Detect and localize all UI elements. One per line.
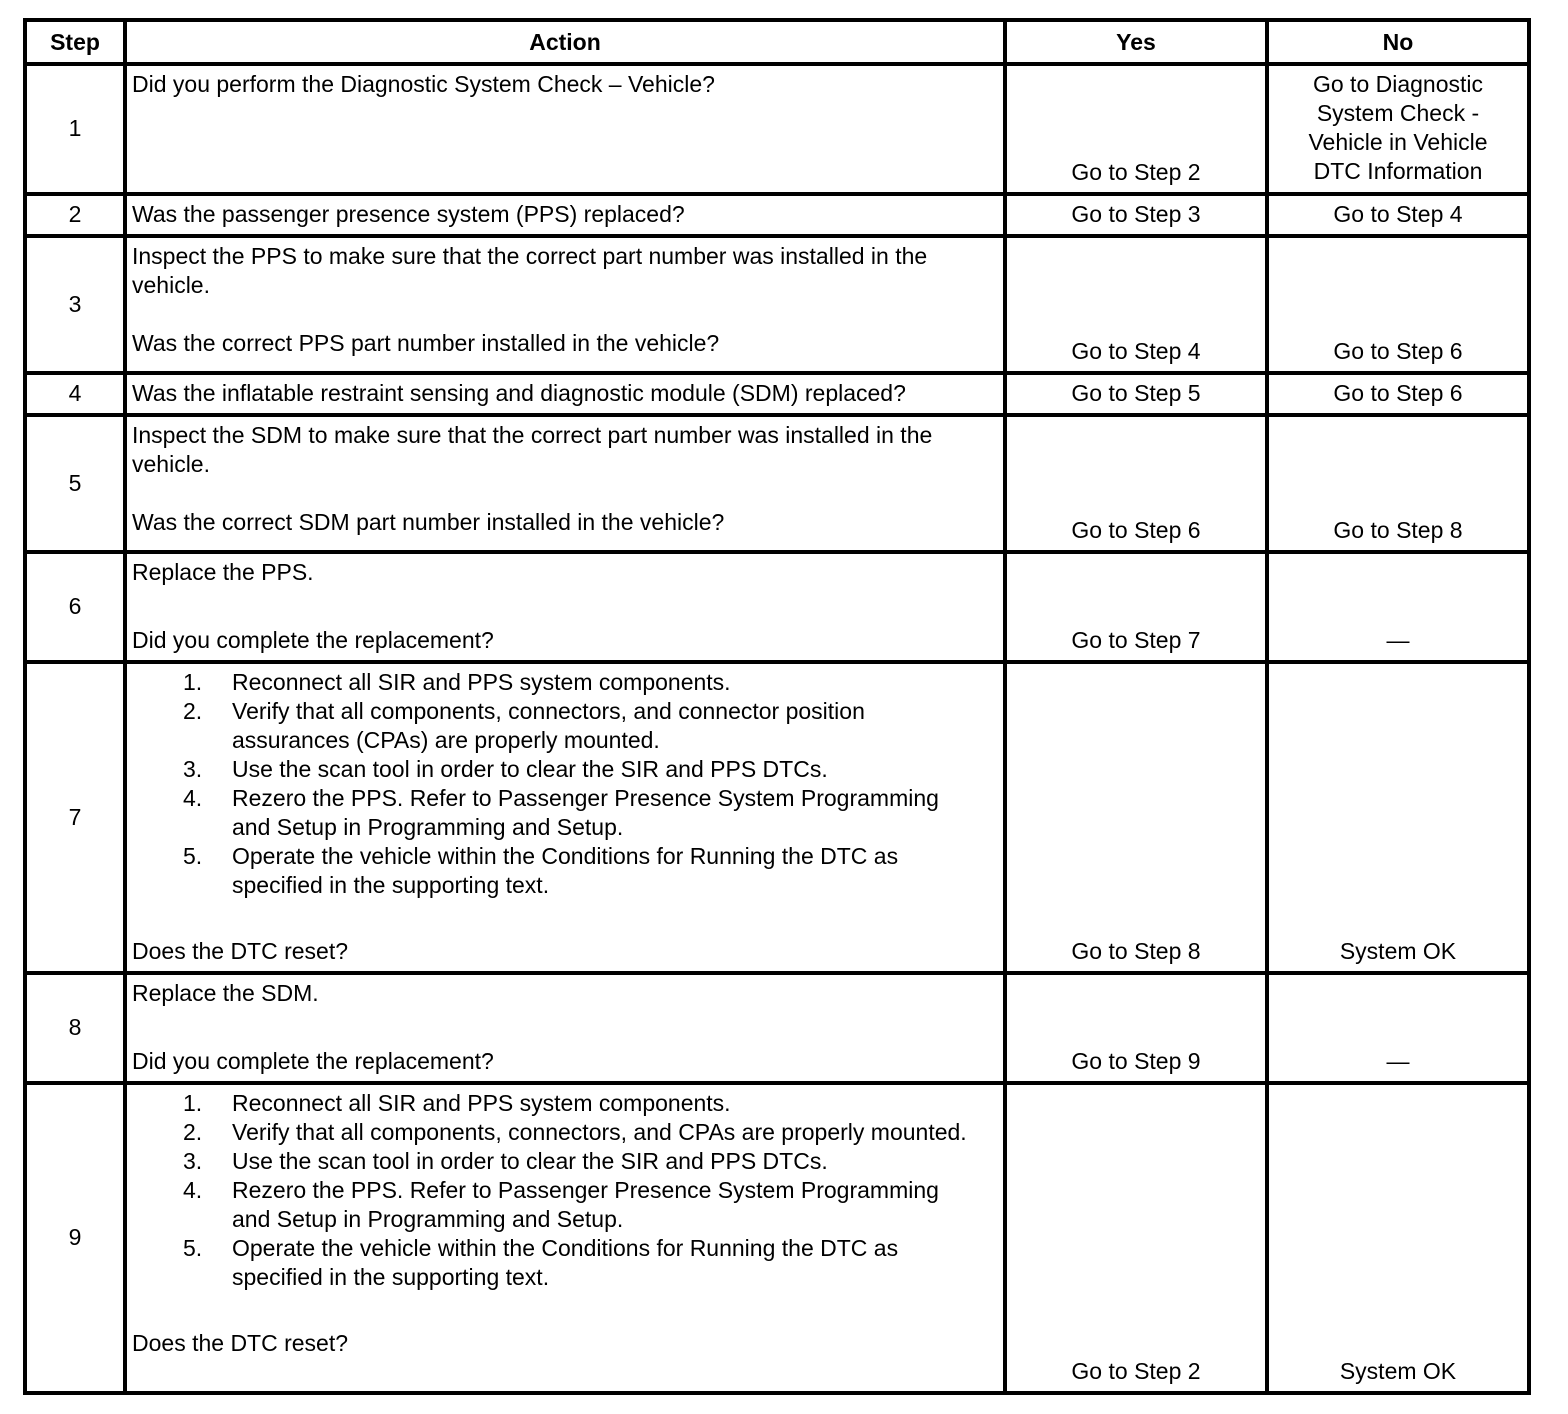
table-row (25, 1083, 1529, 1393)
step-number: 5 (25, 415, 125, 552)
no-cell: Go to Step 6 (1267, 373, 1529, 415)
yes-cell: Go to Step 4 (1005, 236, 1267, 373)
header-action: Action (125, 20, 1005, 64)
action-text: Was the inflatable restraint sensing and diagnostic module (SDM) replaced? (132, 380, 906, 406)
action-cell (125, 415, 1005, 552)
yes-cell: Go to Step 2 (1005, 64, 1267, 194)
list-text: Rezero the PPS. Refer to Passenger Presence System Programming and Setup in Programming and Setup. (232, 785, 939, 840)
table-row (25, 552, 1529, 662)
table-row (25, 64, 1529, 194)
list-number: 4. (183, 785, 203, 811)
action-cell (125, 552, 1005, 662)
action-text: Inspect the PPS to make sure that the correct part number was installed in the vehicle. (132, 243, 928, 298)
no-cell: Go to Step 6 (1267, 236, 1529, 373)
list-item (132, 1118, 998, 1147)
action-cell (125, 373, 1005, 415)
yes-cell: Go to Step 8 (1005, 662, 1267, 973)
action-text: Replace the PPS. (132, 559, 314, 585)
yes-cell: Go to Step 6 (1005, 415, 1267, 552)
list-number: 1. (183, 669, 203, 695)
list-item (132, 697, 998, 755)
list-text: Reconnect all SIR and PPS system components. (232, 669, 731, 695)
step-number: 8 (25, 973, 125, 1083)
list-text: Reconnect all SIR and PPS system components. (232, 1090, 731, 1116)
table-row (25, 194, 1529, 236)
action-text: Did you perform the Diagnostic System Check – Vehicle? (132, 71, 715, 97)
action-cell (125, 194, 1005, 236)
list-number: 4. (183, 1177, 203, 1203)
table-row (25, 662, 1529, 973)
numbered-list (132, 1089, 998, 1292)
step-number: 9 (25, 1083, 125, 1393)
numbered-list (132, 668, 998, 900)
no-cell: System OK (1267, 662, 1529, 973)
list-text: Use the scan tool in order to clear the SIR and PPS DTCs. (232, 1148, 828, 1174)
diagnostic-table (23, 18, 1531, 1395)
table-row (25, 973, 1529, 1083)
list-item (132, 842, 998, 900)
table-row (25, 415, 1529, 552)
list-number: 3. (183, 1148, 203, 1174)
list-item (132, 1234, 998, 1292)
action-cell (125, 236, 1005, 373)
header-no: No (1267, 20, 1529, 64)
no-cell: Go to Diagnostic System Check - Vehicle in Vehicle DTC Information (1267, 64, 1529, 194)
list-text: Verify that all components, connectors, and CPAs are properly mounted. (232, 1119, 967, 1145)
step-number: 7 (25, 662, 125, 973)
list-text: Rezero the PPS. Refer to Passenger Presence System Programming and Setup in Programming and Setup. (232, 1177, 939, 1232)
step-number: 3 (25, 236, 125, 373)
action-text: Was the passenger presence system (PPS) replaced? (132, 201, 685, 227)
list-item (132, 784, 998, 842)
list-item (132, 1147, 998, 1176)
list-number: 2. (183, 1119, 203, 1145)
list-text: Operate the vehicle within the Conditions for Running the DTC as specified in the supporting text. (232, 843, 899, 898)
no-cell: Go to Step 4 (1267, 194, 1529, 236)
header-row (25, 20, 1529, 64)
action-question: Did you complete the replacement? (132, 1048, 494, 1074)
list-item (132, 755, 998, 784)
table-row (25, 373, 1529, 415)
step-number: 2 (25, 194, 125, 236)
no-cell: Go to Step 8 (1267, 415, 1529, 552)
action-question: Does the DTC reset? (132, 938, 349, 964)
yes-cell: Go to Step 5 (1005, 373, 1267, 415)
list-item (132, 1176, 998, 1234)
list-text: Verify that all components, connectors, and connector position assurances (CPAs) are properly mounted. (232, 698, 865, 753)
list-text: Use the scan tool in order to clear the SIR and PPS DTCs. (232, 756, 828, 782)
header-yes: Yes (1005, 20, 1267, 64)
step-number: 6 (25, 552, 125, 662)
action-question: Did you complete the replacement? (132, 627, 494, 653)
list-number: 1. (183, 1090, 203, 1116)
action-cell (125, 64, 1005, 194)
header-step: Step (25, 20, 125, 64)
step-number: 4 (25, 373, 125, 415)
list-item (132, 1089, 998, 1118)
action-cell (125, 662, 1005, 973)
yes-cell: Go to Step 7 (1005, 552, 1267, 662)
action-question: Does the DTC reset? (132, 1330, 349, 1356)
action-cell (125, 973, 1005, 1083)
list-number: 5. (183, 843, 203, 869)
no-cell: — (1267, 552, 1529, 662)
yes-cell: Go to Step 2 (1005, 1083, 1267, 1393)
action-question: Was the correct PPS part number installed in the vehicle? (132, 330, 720, 356)
table-row (25, 236, 1529, 373)
list-text: Operate the vehicle within the Conditions for Running the DTC as specified in the supporting text. (232, 1235, 899, 1290)
list-number: 3. (183, 756, 203, 782)
yes-cell: Go to Step 9 (1005, 973, 1267, 1083)
action-text: Inspect the SDM to make sure that the correct part number was installed in the vehicle. (132, 422, 933, 477)
action-question: Was the correct SDM part number installed in the vehicle? (132, 509, 725, 535)
action-cell (125, 1083, 1005, 1393)
yes-cell: Go to Step 3 (1005, 194, 1267, 236)
list-number: 2. (183, 698, 203, 724)
action-text: Replace the SDM. (132, 980, 319, 1006)
list-item (132, 668, 998, 697)
list-number: 5. (183, 1235, 203, 1261)
step-number: 1 (25, 64, 125, 194)
no-cell: — (1267, 973, 1529, 1083)
no-cell: System OK (1267, 1083, 1529, 1393)
